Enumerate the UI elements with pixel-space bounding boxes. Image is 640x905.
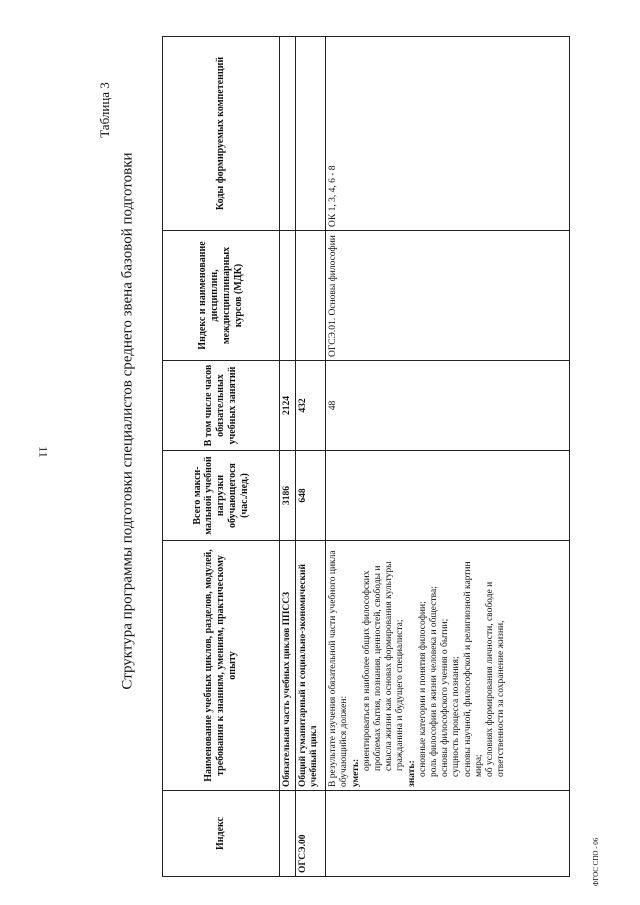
cell-ogse-mandatory: 432 bbox=[296, 361, 326, 451]
table-label: Таблица 3 bbox=[97, 82, 112, 138]
knowledge-label: знать: bbox=[406, 760, 417, 787]
table-row-ogse bbox=[296, 37, 326, 877]
table-row-total bbox=[280, 37, 296, 877]
knowledge-item: основные категории и понятия философии; bbox=[417, 601, 428, 777]
knowledge-item: роль философии в жизни человека и общества; bbox=[429, 586, 440, 777]
cell-detail-content bbox=[326, 541, 570, 791]
table-row-detail bbox=[326, 37, 570, 877]
header-name: Наименование учебных циклов, разделов, модулей, требования к знаниям, умениям, практическому опыту bbox=[163, 541, 280, 791]
page-number: 11 bbox=[36, 446, 51, 458]
cell-total-label: Обязательная часть учебных циклов ППССЗ bbox=[280, 541, 296, 791]
cell-total-index bbox=[280, 791, 296, 877]
header-row bbox=[163, 37, 280, 877]
header-discipline: Индекс и наименование дисциплин, междисциплинарных курсов (МДК) bbox=[163, 231, 280, 361]
header-max-load: Всего макси-мальной учебной нагрузки обучающегося (час./нед.) bbox=[163, 451, 280, 541]
cell-total-discipline bbox=[280, 231, 296, 361]
cell-total-mandatory: 2124 bbox=[280, 361, 296, 451]
cell-detail-discipline: ОГСЭ.01. Основы философии bbox=[326, 231, 570, 361]
header-index: Индекс bbox=[163, 791, 280, 877]
skills-text: ориентироваться в наиболее общих философских проблемах бытия, познания, ценностей, свободы и смысла жизни как основах формирования культуры гражданина и будущего специалиста; bbox=[361, 561, 406, 771]
cell-ogse-index: ОГСЭ.00 bbox=[296, 791, 326, 877]
program-structure-table bbox=[162, 36, 570, 877]
skills-label: уметь: bbox=[350, 758, 361, 787]
knowledge-item: основы философского учения о бытии; bbox=[440, 618, 451, 777]
cell-ogse-competencies bbox=[296, 37, 326, 231]
header-mandatory: В том числе часов обязательных учебных занятий bbox=[163, 361, 280, 451]
cell-ogse-max-load: 648 bbox=[296, 451, 326, 541]
cell-ogse-discipline bbox=[296, 231, 326, 361]
cell-detail-mandatory: 48 bbox=[326, 361, 570, 451]
cell-ogse-label: Общий гуманитарный и социально-экономический учебный цикл bbox=[296, 541, 326, 791]
detail-intro: В результате изучения обязательной части учебного цикла обучающийся должен: bbox=[328, 550, 350, 787]
knowledge-item: основы научной, философской и религиозной картин мира; bbox=[462, 561, 484, 777]
cell-total-max-load: 3186 bbox=[280, 451, 296, 541]
cell-detail-max-load bbox=[326, 451, 570, 541]
cell-total-competencies bbox=[280, 37, 296, 231]
table-container bbox=[162, 37, 570, 877]
footer-note: ФГОС СПО - 06 bbox=[592, 837, 600, 887]
page-title: Структура программы подготовки специалистов среднего звена базовой подготовки bbox=[119, 152, 136, 690]
cell-detail-index bbox=[326, 791, 570, 877]
knowledge-item: об условиях формирования личности, свободе и ответственности за сохранение жизни, bbox=[485, 581, 507, 777]
knowledge-item: сущность процесса познания; bbox=[451, 656, 462, 777]
header-competencies: Коды формируемых компетенций bbox=[163, 37, 280, 231]
cell-detail-competencies: ОК 1, 3, 4, 6 - 8 bbox=[326, 37, 570, 231]
rotated-table-frame bbox=[162, 37, 570, 877]
